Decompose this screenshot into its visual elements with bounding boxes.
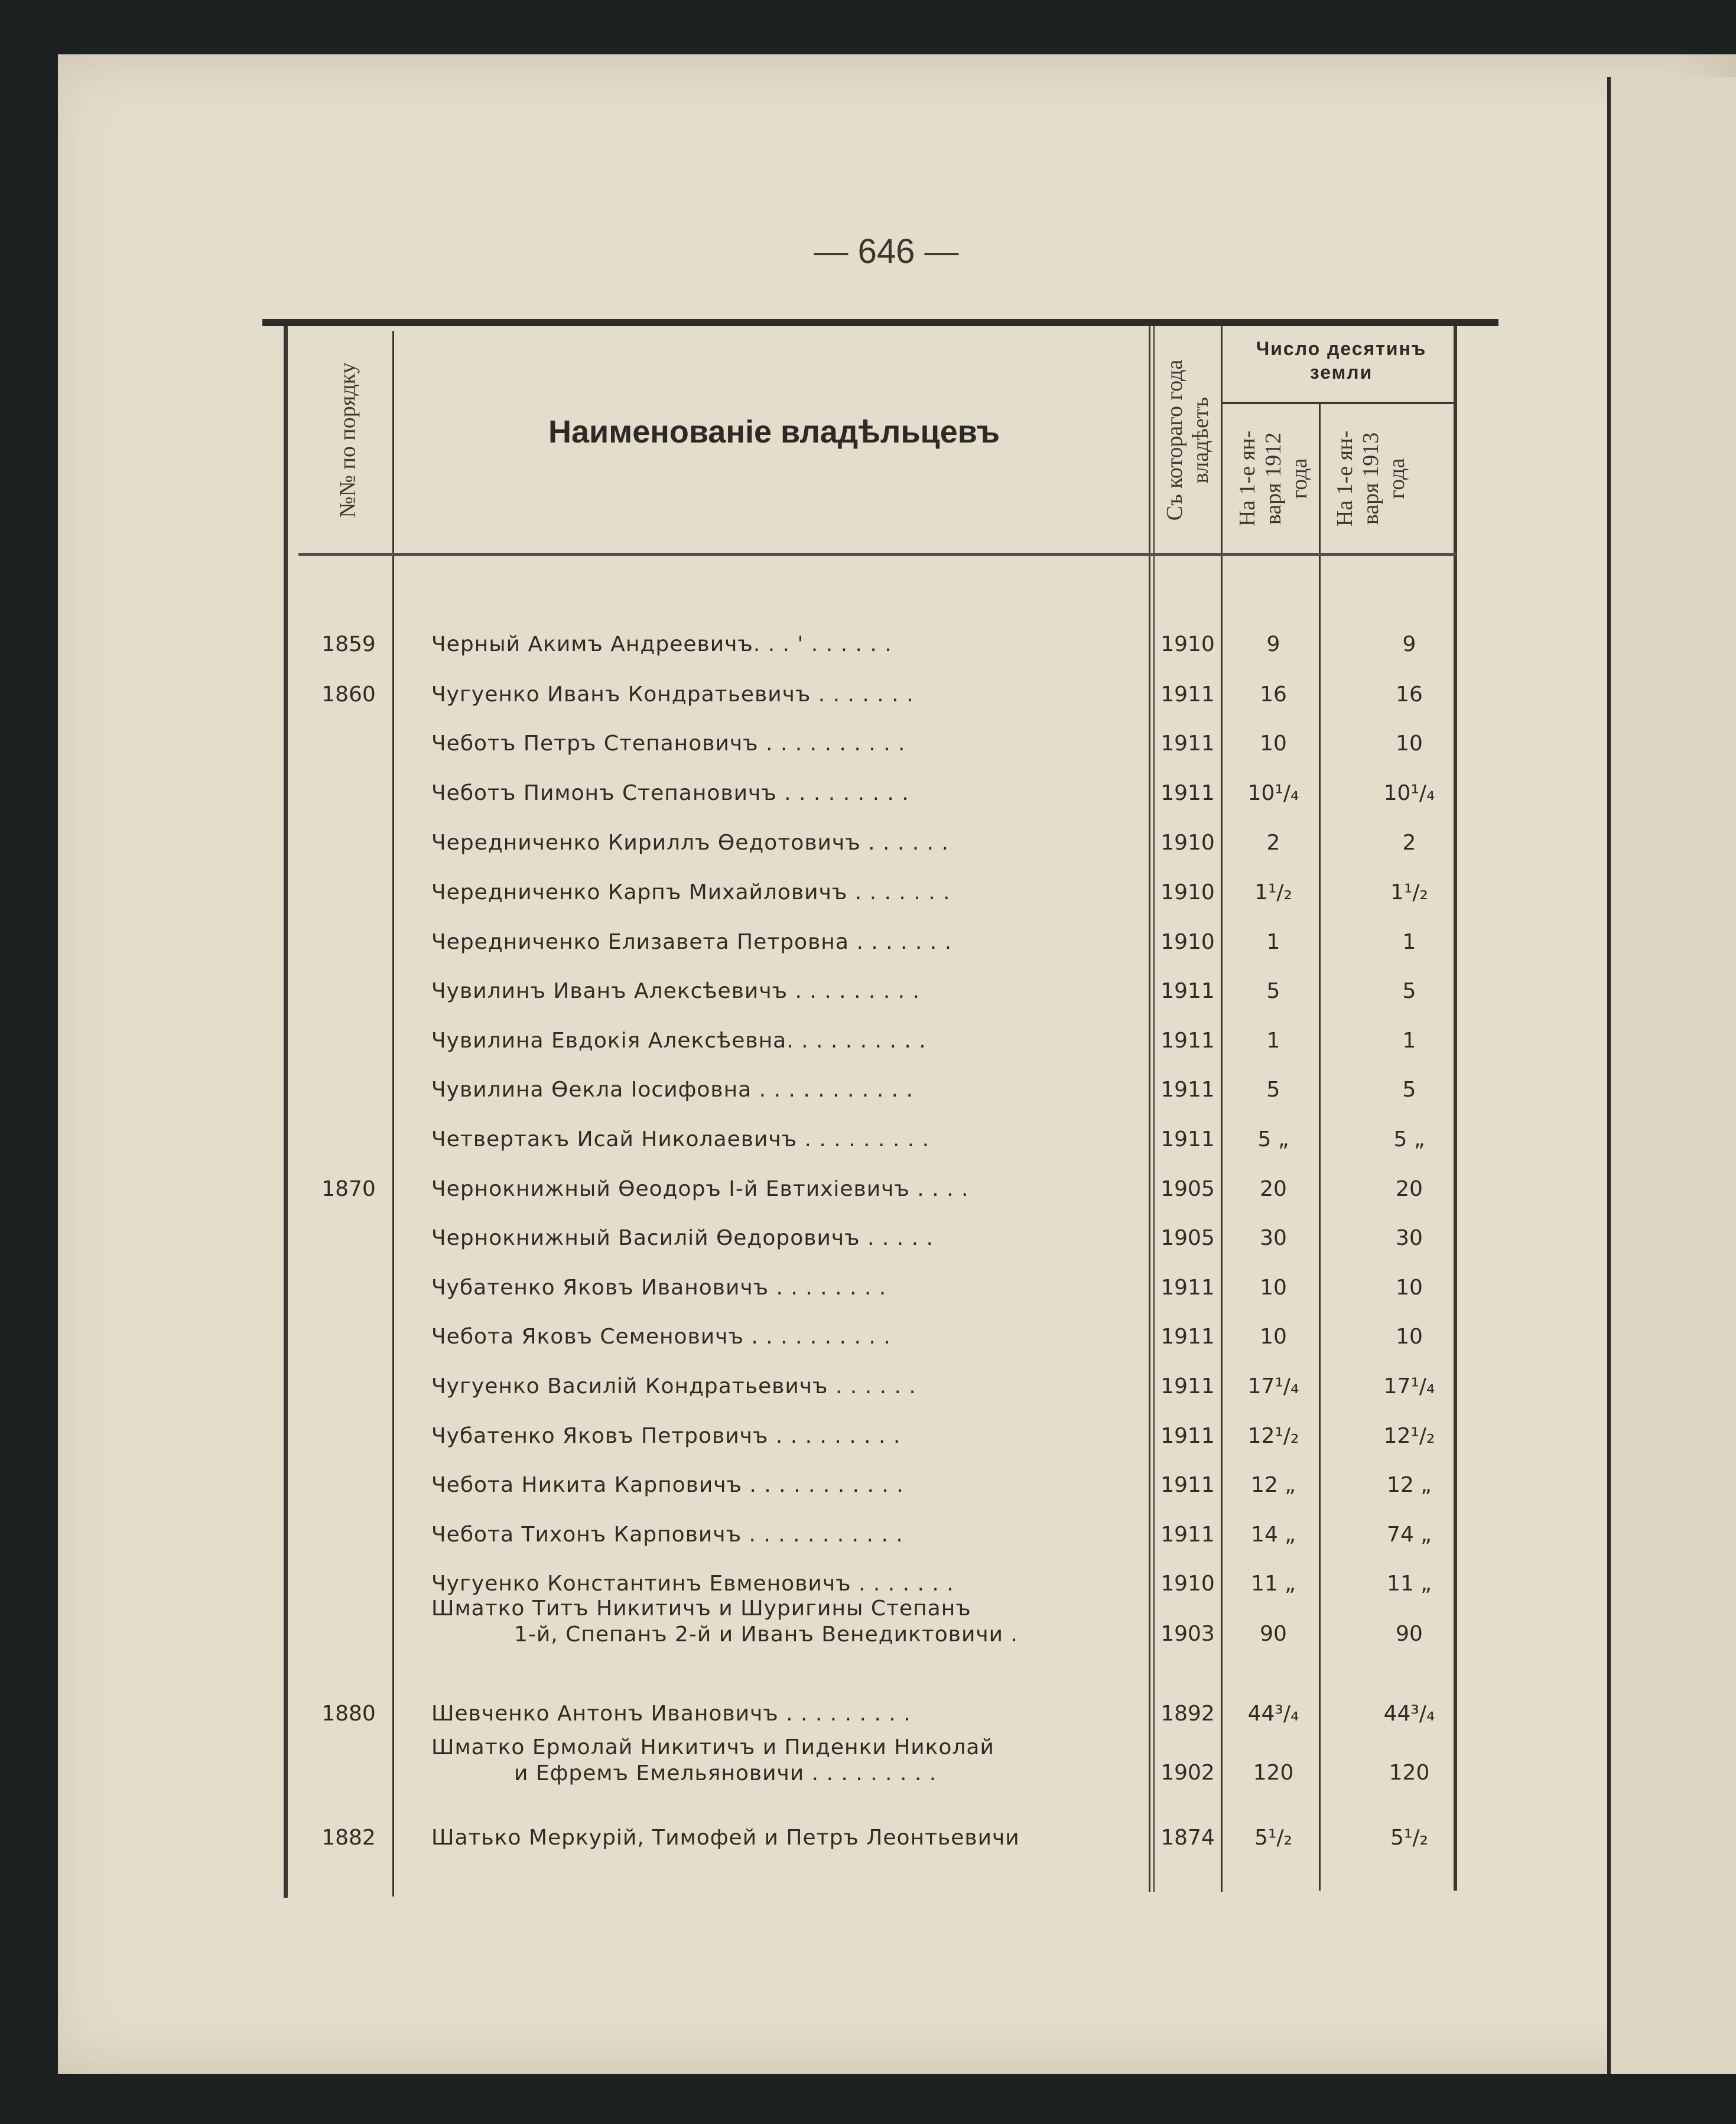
owned-since-year: 1910 (1160, 632, 1215, 656)
owner-name: Чувилина Евдокія Алексѣевна. . . . . . . . . . (431, 1029, 926, 1053)
owner-name: Шматко Ермолай Никитичъ и Пиденки Николай и Ефремъ Емельяновичи . . . . . . . . . (431, 1735, 994, 1785)
desyatin-1912: 16 (1260, 682, 1287, 707)
row-number: 1870 (321, 1177, 376, 1201)
table-row (0, 781, 1736, 817)
row-number: 1859 (321, 632, 376, 656)
desyatin-1912: 1¹/₂ (1254, 880, 1292, 905)
desyatin-1913: 30 (1396, 1226, 1423, 1250)
desyatin-1912: 1 (1266, 930, 1280, 954)
table-row (0, 1596, 1736, 1657)
owner-name: Чубатенко Яковъ Ивановичъ . . . . . . . . (431, 1276, 887, 1300)
table-row (0, 1826, 1736, 1861)
owner-name: Чубатенко Яковъ Петровичъ . . . . . . . . . (431, 1424, 901, 1448)
desyatin-1913: 16 (1396, 682, 1423, 707)
desyatin-1912: 2 (1266, 831, 1280, 855)
table-row (0, 632, 1736, 668)
desyatin-1913: 11 „ (1387, 1572, 1432, 1596)
owned-since-year: 1911 (1160, 1424, 1215, 1448)
owned-since-year: 1911 (1160, 1127, 1215, 1152)
table-row (0, 1424, 1736, 1459)
header-bottom-rule (298, 553, 1457, 556)
header-d1912-line1: На 1-е ян- (1235, 430, 1260, 527)
desyatin-1912: 10¹/₄ (1247, 781, 1299, 805)
desyatin-1913: 12 „ (1387, 1473, 1432, 1497)
header-d1912-line3: года (1287, 458, 1312, 499)
owned-since-year: 1910 (1160, 1572, 1215, 1596)
owner-name: Чувилинъ Иванъ Алексѣевичъ . . . . . . . . . (431, 979, 920, 1003)
desyatin-1913: 10 (1396, 731, 1423, 756)
desyatin-1912: 10 (1260, 731, 1287, 756)
owned-since-year: 1911 (1160, 1473, 1215, 1497)
owner-name: Четвертакъ Исай Николаевичъ . . . . . . . . . (431, 1127, 930, 1152)
desyatin-1912: 12¹/₂ (1247, 1424, 1299, 1448)
owned-since-year: 1911 (1160, 1325, 1215, 1349)
owned-since-year: 1910 (1160, 880, 1215, 905)
table-row (0, 1374, 1736, 1410)
desyatin-1912: 20 (1260, 1177, 1287, 1201)
owner-name: Чередниченко Елизавета Петровна . . . . . . . (431, 930, 952, 954)
table-row (0, 1029, 1736, 1064)
desyatin-1912: 10 (1260, 1276, 1287, 1300)
owned-since-year: 1911 (1160, 682, 1215, 707)
table-row (0, 979, 1736, 1014)
row-number: 1882 (321, 1826, 376, 1850)
owner-name: Чебота Никита Карповичъ . . . . . . . . . . . (431, 1473, 904, 1497)
owner-name: Чувилина Ѳекла Іосифовна . . . . . . . . . . . (431, 1078, 913, 1102)
table-row (0, 831, 1736, 866)
desyatin-1913: 2 (1402, 831, 1416, 855)
table-row (0, 1276, 1736, 1311)
table-row (0, 731, 1736, 767)
desyatin-1912: 5 (1266, 979, 1280, 1003)
table-row (0, 1473, 1736, 1508)
table-row (0, 682, 1736, 718)
owned-since-year: 1911 (1160, 781, 1215, 805)
header-since-col (1155, 331, 1220, 549)
desyatin-1913: 10 (1396, 1325, 1423, 1349)
desyatin-1912: 10 (1260, 1325, 1287, 1349)
header-num-label: №№ по порядку (335, 362, 360, 518)
table-row (0, 1325, 1736, 1360)
owner-name: Чередниченко Карпъ Михайловичъ . . . . . . . (431, 880, 951, 905)
owned-since-year: 1911 (1160, 1374, 1215, 1398)
owned-since-year: 1902 (1160, 1761, 1215, 1785)
owner-name: Шевченко Антонъ Ивановичъ . . . . . . . . . (431, 1702, 911, 1726)
table-row (0, 880, 1736, 916)
owner-name: Чугуенко Иванъ Кондратьевичъ . . . . . . . (431, 682, 914, 707)
desyatin-1912: 11 „ (1251, 1572, 1296, 1596)
desyatin-1912: 17¹/₄ (1247, 1374, 1299, 1398)
desyatin-1912: 44³/₄ (1247, 1702, 1299, 1726)
owner-name: Чередниченко Кириллъ Ѳедотовичъ . . . . . . (431, 831, 949, 855)
table-top-rule (262, 319, 1498, 326)
table-row (0, 1127, 1736, 1163)
desyatin-1913: 12¹/₂ (1383, 1424, 1435, 1448)
desyatin-1912: 120 (1253, 1761, 1294, 1785)
page-number: — 646 — (814, 232, 959, 271)
owned-since-year: 1892 (1160, 1702, 1215, 1726)
desyatin-1912: 30 (1260, 1226, 1287, 1250)
owned-since-year: 1905 (1160, 1226, 1215, 1250)
desyatin-1913: 1 (1402, 1029, 1416, 1053)
desyatin-1912: 5 „ (1257, 1127, 1289, 1152)
row-number: 1880 (321, 1702, 376, 1726)
desyatin-1913: 5¹/₂ (1390, 1826, 1428, 1850)
header-desyatin-line1: Число десятинъ (1256, 338, 1427, 359)
desyatin-1913: 44³/₄ (1383, 1702, 1435, 1726)
owned-since-year: 1910 (1160, 831, 1215, 855)
desyatin-1913: 1 (1402, 930, 1416, 954)
header-since-line2: владѣетъ (1188, 396, 1214, 484)
desyatin-1913: 5 „ (1393, 1127, 1425, 1152)
desyatin-1913: 120 (1389, 1761, 1430, 1785)
desyatin-1913: 74 „ (1387, 1523, 1432, 1547)
table-row (0, 1078, 1736, 1113)
owned-since-year: 1911 (1160, 1078, 1215, 1102)
header-d1913-col (1324, 408, 1418, 549)
owner-name: Чеботъ Пимонъ Степановичъ . . . . . . . . . (431, 781, 909, 805)
owned-since-year: 1911 (1160, 1029, 1215, 1053)
owner-name: Чугуенко Константинъ Евменовичъ . . . . . . . (431, 1572, 954, 1596)
owner-name: Чебота Яковъ Семеновичъ . . . . . . . . . . (431, 1325, 891, 1349)
header-d1912-col (1226, 408, 1321, 549)
header-name-col: Наименованіе владѣльцевъ (548, 414, 1000, 450)
owned-since-year: 1911 (1160, 979, 1215, 1003)
desyatin-1913: 90 (1396, 1622, 1423, 1646)
header-since-label (1162, 360, 1214, 521)
table-row (0, 1702, 1736, 1737)
table-row (0, 1177, 1736, 1212)
desyatin-1912: 14 „ (1251, 1523, 1296, 1547)
owner-name: Чугуенко Василій Кондратьевичъ . . . . . . (431, 1374, 916, 1398)
header-desyatin-line2: земли (1309, 362, 1373, 383)
owned-since-year: 1911 (1160, 1523, 1215, 1547)
desyatin-1913: 5 (1402, 979, 1416, 1003)
header-d1913-line2: варя 1913 (1358, 432, 1383, 525)
desyatin-group-underline (1221, 402, 1457, 404)
column-divider-num (392, 331, 394, 1897)
desyatin-1912: 90 (1260, 1622, 1287, 1646)
desyatin-1912: 12 „ (1251, 1473, 1296, 1497)
desyatin-1912: 9 (1266, 632, 1280, 656)
owned-since-year: 1905 (1160, 1177, 1215, 1201)
header-d1912-label (1234, 431, 1312, 526)
desyatin-1913: 10¹/₄ (1383, 781, 1435, 805)
owned-since-year: 1903 (1160, 1622, 1215, 1646)
header-num-col (300, 331, 395, 549)
header-d1912-line2: варя 1912 (1261, 432, 1286, 525)
header-since-line1: Съ котораго года (1162, 359, 1188, 521)
owner-name: Чебота Тихонъ Карповичъ . . . . . . . . . . . (431, 1523, 903, 1547)
owned-since-year: 1911 (1160, 1276, 1215, 1300)
desyatin-1913: 1¹/₂ (1390, 880, 1428, 905)
owner-name: Чернокнижный Василій Ѳедоровичъ . . . . . (431, 1226, 934, 1250)
owner-name: Чернокнижный Ѳеодоръ І-й Евтихіевичъ . . . . (431, 1177, 969, 1201)
owner-name: Шматко Титъ Никитичъ и Шуригины Степанъ 1-й, Спепанъ 2-й и Иванъ Венедиктовичи . (431, 1596, 1018, 1647)
table-row (0, 1226, 1736, 1261)
desyatin-1912: 1 (1266, 1029, 1280, 1053)
header-d1913-line3: года (1384, 458, 1409, 499)
desyatin-1913: 17¹/₄ (1383, 1374, 1435, 1398)
header-d1913-line1: На 1-е ян- (1332, 430, 1357, 527)
header-desyatin-group (1226, 337, 1457, 384)
owned-since-year: 1910 (1160, 930, 1215, 954)
desyatin-1913: 10 (1396, 1276, 1423, 1300)
desyatin-1913: 9 (1402, 632, 1416, 656)
desyatin-1912: 5¹/₂ (1254, 1826, 1292, 1850)
row-number: 1860 (321, 682, 376, 707)
owned-since-year: 1911 (1160, 731, 1215, 756)
owner-name: Чеботъ Петръ Степановичъ . . . . . . . . . . (431, 731, 906, 756)
table-row (0, 930, 1736, 965)
desyatin-1912: 5 (1266, 1078, 1280, 1102)
header-d1913-label (1332, 431, 1410, 526)
desyatin-1913: 20 (1396, 1177, 1423, 1201)
owned-since-year: 1874 (1160, 1826, 1215, 1850)
desyatin-1913: 5 (1402, 1078, 1416, 1102)
table-row (0, 1735, 1736, 1796)
owner-name: Черный Акимъ Андреевичъ. . . ' . . . . . . (431, 632, 892, 656)
table-row (0, 1523, 1736, 1558)
owner-name: Шатько Меркурій, Тимофей и Петръ Леонтьевичи (431, 1826, 1020, 1850)
